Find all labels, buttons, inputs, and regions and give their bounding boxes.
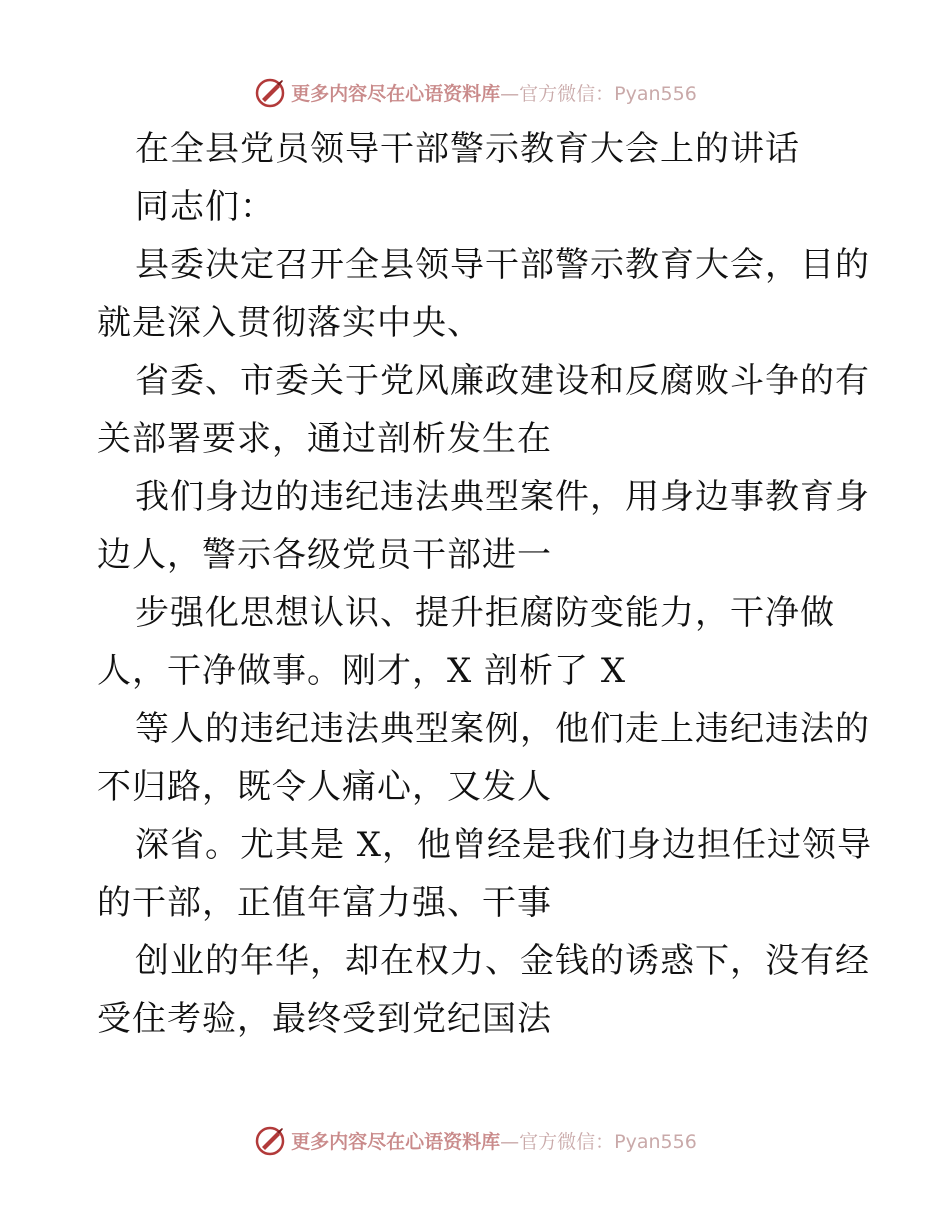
text-line: 省委、市委关于党风廉政建设和反腐败斗争的有 [135, 361, 870, 401]
document-body [97, 120, 873, 1048]
text-line: 人，干净做事。刚才，X 剖析了 X [97, 651, 627, 691]
text-line: 我们身边的违纪违法典型案件，用身边事教育身 [135, 477, 870, 517]
text-line: 边人，警示各级党员干部进一 [97, 535, 552, 575]
watermark-contact: 官方微信：Pyan556 [519, 1130, 697, 1153]
text-line: 就是深入贯彻落实中央、 [97, 303, 482, 343]
text-line: 创业的年华，却在权力、金钱的诱惑下，没有经 [135, 941, 870, 981]
quill-pen-icon [253, 1123, 287, 1157]
footer-watermark [0, 1120, 950, 1160]
watermark-brand: 更多内容尽在心语资料库 [291, 82, 501, 105]
header-watermark [0, 72, 950, 112]
text-line: 等人的违纪违法典型案例，他们走上违纪违法的 [135, 709, 870, 749]
quill-pen-icon [253, 75, 287, 109]
text-line: 关部署要求，通过剖析发生在 [97, 419, 552, 459]
text-line: 在全县党员领导干部警示教育大会上的讲话 [135, 129, 800, 169]
text-line: 的干部，正值年富力强、干事 [97, 883, 552, 923]
watermark-contact: 官方微信：Pyan556 [519, 82, 697, 105]
text-line: 不归路，既令人痛心，又发人 [97, 767, 552, 807]
watermark-separator: — [500, 1130, 520, 1153]
text-line: 深省。尤其是 X，他曾经是我们身边担任过领导 [135, 825, 873, 865]
text-line: 县委决定召开全县领导干部警示教育大会，目的 [135, 245, 870, 285]
watermark-text [291, 79, 697, 106]
text-line: 同志们： [135, 187, 275, 227]
text-line: 步强化思想认识、提升拒腐防变能力，干净做 [135, 593, 835, 633]
watermark-separator: — [500, 82, 520, 105]
text-line: 受住考验，最终受到党纪国法 [97, 999, 552, 1039]
watermark-text [291, 1127, 697, 1154]
watermark-brand: 更多内容尽在心语资料库 [291, 1130, 501, 1153]
